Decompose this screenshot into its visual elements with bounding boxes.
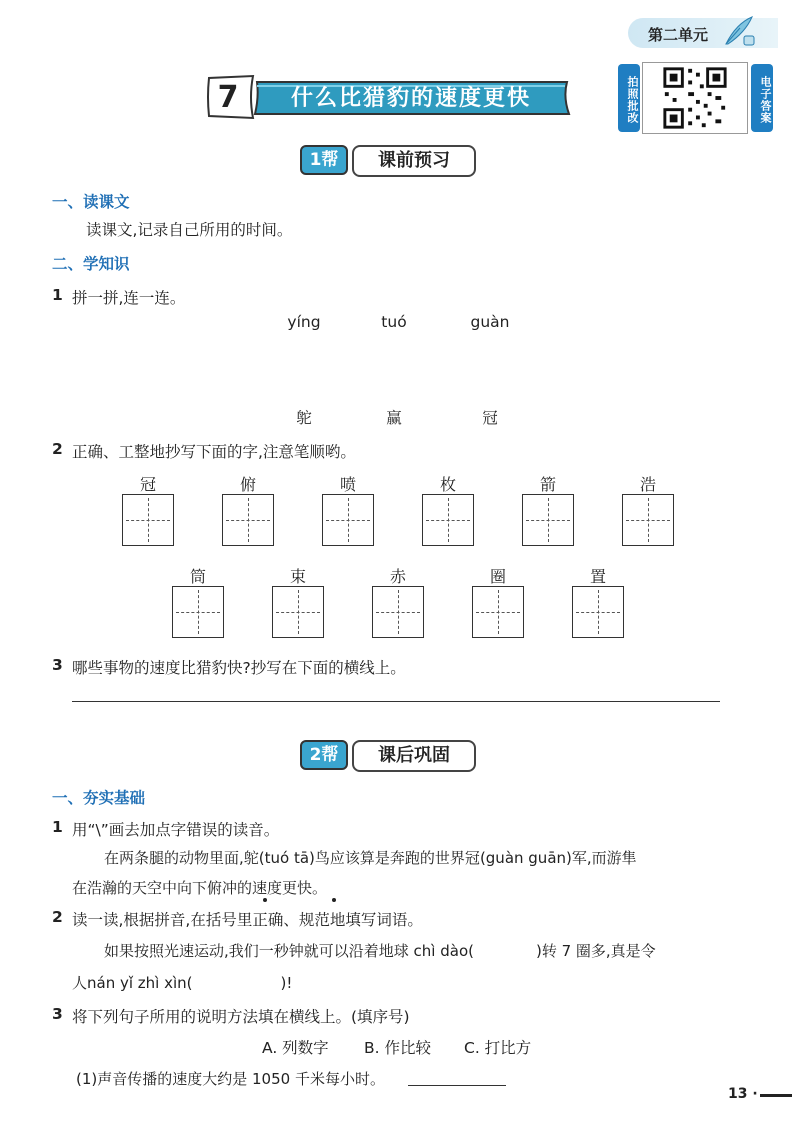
copy-char-label: 置 xyxy=(589,567,606,586)
section1-heading-learn: 二、学知识 xyxy=(52,255,130,273)
writing-grid-cell[interactable] xyxy=(472,586,524,638)
qr-right-label: 电子答案 xyxy=(751,64,773,132)
pinyin-choice[interactable]: (tuó tā)鸟应该算是奔跑的世界 xyxy=(258,849,465,867)
writing-grid-cell[interactable] xyxy=(272,586,324,638)
lesson-number: 7 xyxy=(217,80,239,115)
passage-text: )! xyxy=(280,974,293,992)
qr-left-label: 拍照批改 xyxy=(618,64,640,132)
question-number: 2 xyxy=(52,440,63,458)
writing-grid-cell[interactable] xyxy=(422,494,474,546)
emphasis-dot xyxy=(263,898,267,902)
copy-char-label: 浩 xyxy=(639,475,656,494)
passage-text: 如果按照光速运动,我们一秒钟就可以沿着地球 chì dào( xyxy=(104,942,474,960)
copy-char-label: 束 xyxy=(289,567,306,586)
passage-line-1 xyxy=(104,847,637,868)
dotted-char: 冠 xyxy=(464,849,480,867)
sub-question: (1)声音传播的速度大约是 1050 千米每小时。 xyxy=(76,1070,385,1088)
dotted-char: 鸵 xyxy=(243,849,259,867)
dotted-char: 冲 xyxy=(222,879,238,897)
copy-char-label: 喷 xyxy=(339,475,356,494)
quill-icon xyxy=(718,14,758,48)
section-badge-1 xyxy=(300,145,480,177)
question-number: 3 xyxy=(52,1005,63,1023)
section-badge-2 xyxy=(300,740,480,772)
pinyin-item: tuó xyxy=(381,313,407,331)
read-instruction: 读课文,记录自己所用的时间。 xyxy=(86,221,293,239)
badge-title: 课后巩固 xyxy=(352,740,476,772)
page-number-bar xyxy=(760,1094,792,1097)
copy-char-label: 箭 xyxy=(539,475,556,494)
hanzi-item: 赢 xyxy=(386,409,402,427)
pinyin-item: yíng xyxy=(287,313,321,331)
page-number: 13 · xyxy=(728,1086,758,1102)
passage-text: 的速度更快。 xyxy=(237,879,328,897)
hanzi-item: 冠 xyxy=(482,409,498,427)
passage-text: 在两条腿的动物里面, xyxy=(104,849,244,867)
writing-grid-cell[interactable] xyxy=(522,494,574,546)
answer-line[interactable] xyxy=(408,1085,506,1086)
writing-grid-cell[interactable] xyxy=(622,494,674,546)
question-text: 读一读,根据拼音,在括号里正确、规范地填写词语。 xyxy=(72,911,423,929)
question-number: 1 xyxy=(52,818,63,836)
fill-line-2 xyxy=(72,972,292,993)
writing-grid-cell[interactable] xyxy=(222,494,274,546)
writing-grid-cell[interactable] xyxy=(572,586,624,638)
fill-line-1 xyxy=(104,940,656,961)
emphasis-dot xyxy=(332,898,336,902)
passage-text: 在浩瀚的天空中向下俯 xyxy=(72,879,223,897)
pinyin-choice[interactable]: (guàn guān)军,而游隼 xyxy=(479,849,637,867)
question-text: 哪些事物的速度比猎豹快?抄写在下面的横线上。 xyxy=(72,659,406,677)
copy-char-label: 冠 xyxy=(139,475,156,494)
option-item: A. 列数字 xyxy=(262,1039,329,1057)
section2-heading-basics: 一、夯实基础 xyxy=(52,789,146,807)
question-text: 拼一拼,连一连。 xyxy=(72,289,186,307)
writing-grid-cell[interactable] xyxy=(172,586,224,638)
question-number: 3 xyxy=(52,656,63,674)
writing-grid-cell[interactable] xyxy=(372,586,424,638)
writing-grid-cell[interactable] xyxy=(122,494,174,546)
qr-block[interactable] xyxy=(618,62,773,134)
passage-text: )转 7 圈多,真是令 xyxy=(535,942,656,960)
question-text: 将下列句子所用的说明方法填在横线上。(填序号) xyxy=(72,1008,410,1026)
copy-char-label: 圈 xyxy=(489,567,506,586)
badge-number: 1帮 xyxy=(300,145,348,175)
unit-label: 第二单元 xyxy=(648,26,709,44)
answer-line[interactable] xyxy=(72,701,720,702)
passage-text: 人nán yǐ zhì xìn( xyxy=(72,974,193,992)
passage-line-2 xyxy=(72,877,327,898)
option-item: B. 作比较 xyxy=(364,1039,431,1057)
copy-char-label: 筒 xyxy=(189,567,206,586)
lesson-title: 什么比猎豹的速度更快 xyxy=(290,86,531,111)
option-item: C. 打比方 xyxy=(464,1039,532,1057)
pinyin-item: guàn xyxy=(470,313,510,331)
question-text: 正确、工整地抄写下面的字,注意笔顺哟。 xyxy=(72,443,356,461)
badge-title: 课前预习 xyxy=(352,145,476,177)
question-text: 用“\”画去加点字错误的读音。 xyxy=(72,821,280,839)
copy-char-label: 赤 xyxy=(389,567,406,586)
question-number: 1 xyxy=(52,286,63,304)
copy-char-label: 枚 xyxy=(439,475,456,494)
hanzi-item: 鸵 xyxy=(296,409,312,427)
qr-code-icon[interactable] xyxy=(642,62,748,134)
question-number: 2 xyxy=(52,908,63,926)
writing-grid-cell[interactable] xyxy=(322,494,374,546)
section1-heading-read: 一、读课文 xyxy=(52,193,130,211)
copy-char-label: 俯 xyxy=(239,475,256,494)
badge-number: 2帮 xyxy=(300,740,348,770)
